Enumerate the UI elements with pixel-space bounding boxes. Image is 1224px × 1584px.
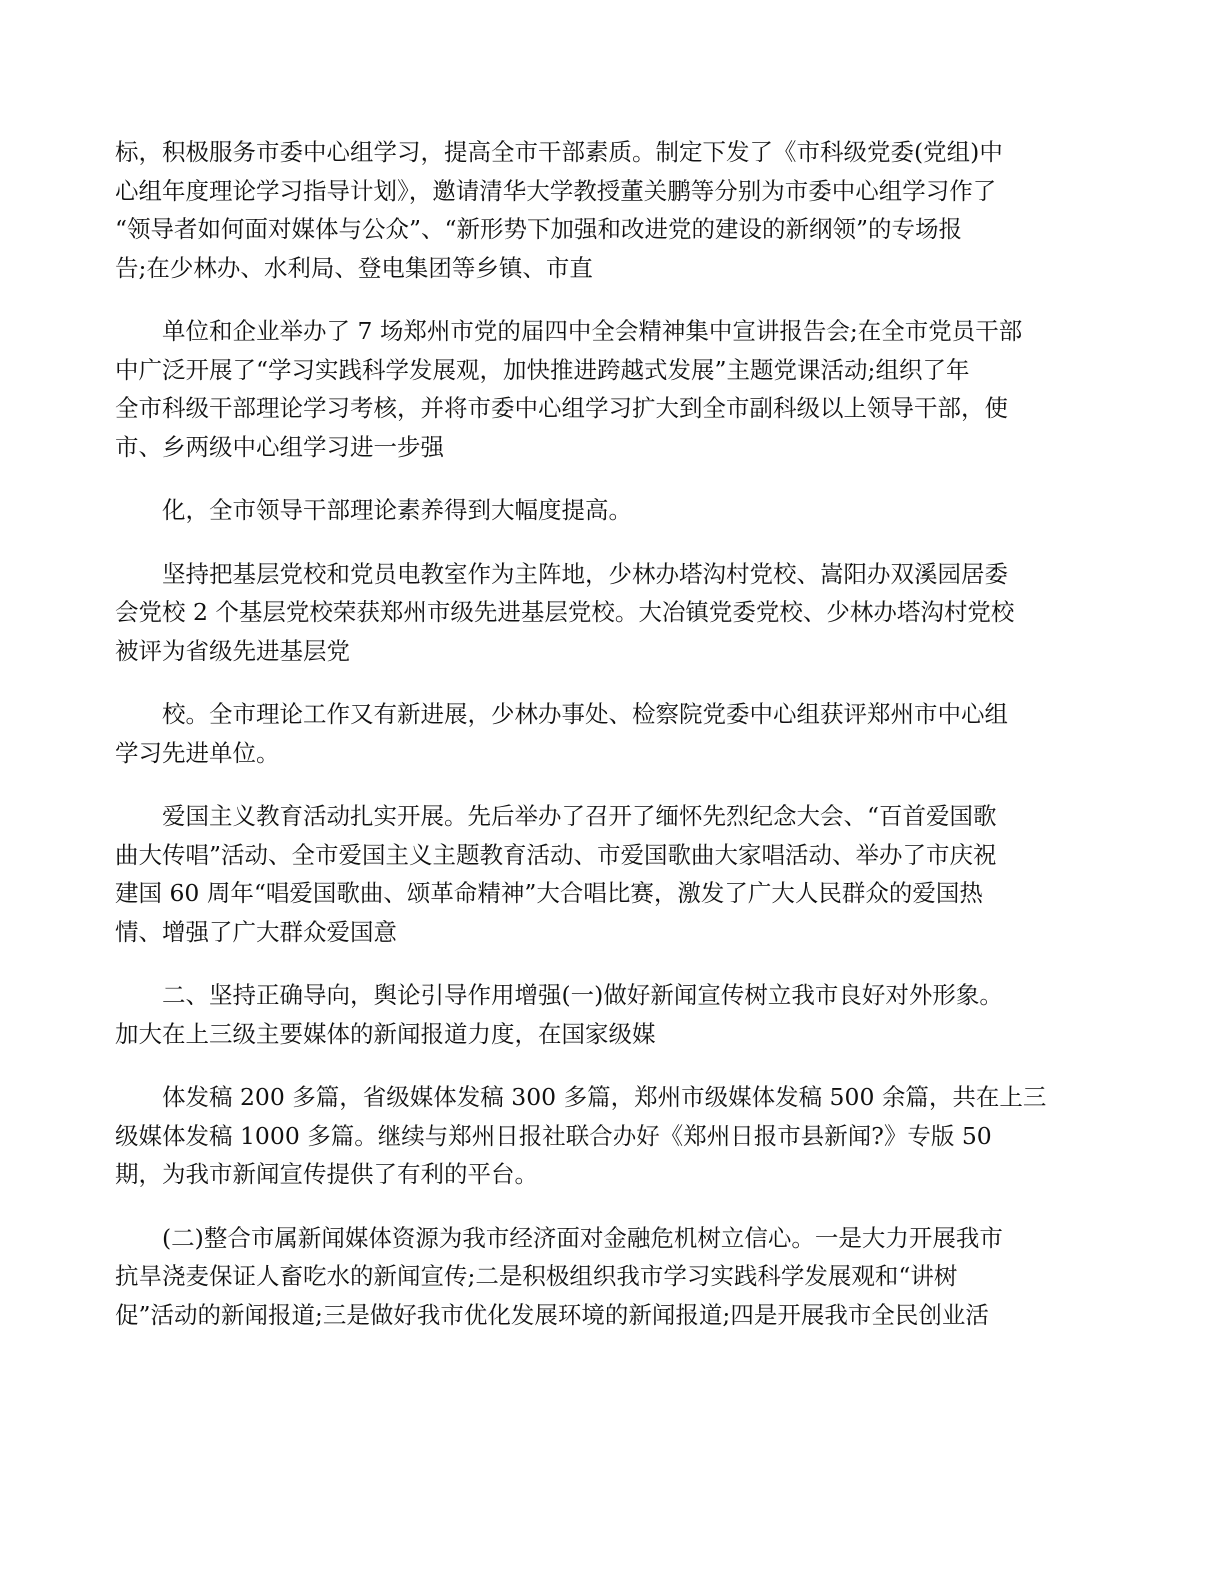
paragraph-5	[115, 695, 1105, 772]
paragraph-9	[115, 1219, 1105, 1335]
text-line: 心组年度理论学习指导计划》，邀请清华大学教授董关鹏等分别为市委中心组学习作了	[115, 176, 997, 205]
text-line: 市、乡两级中心组学习进一步强	[115, 432, 444, 461]
text-line: “领导者如何面对媒体与公众”、“新形势下加强和改进党的建设的新纲领”的专场报	[115, 215, 963, 243]
paragraph-2	[115, 312, 1105, 466]
text-line: 情、增强了广大群众爱国意	[115, 917, 397, 946]
text-line: 建国 60 周年“唱爱国歌曲、颂革命精神”大合唱比赛，激发了广大人民群众的爱国热	[115, 879, 983, 907]
text-line: 学习先进单位。	[115, 738, 280, 767]
text-line: 抗旱浇麦保证人畜吃水的新闻宣传;二是积极组织我市学习实践科学发展观和“讲树	[115, 1262, 958, 1290]
text-line: 级媒体发稿 1000 多篇。继续与郑州日报社联合办好《郑州日报市县新闻?》专版 50	[115, 1121, 992, 1150]
paragraph-8	[115, 1078, 1105, 1194]
text-line: 单位和企业举办了 7 场郑州市党的届四中全会精神集中宣讲报告会;在全市党员干部	[162, 317, 1023, 345]
text-line: 化，全市领导干部理论素养得到大幅度提高。	[162, 496, 632, 524]
text-line: 校。全市理论工作又有新进展，少林办事处、检察院党委中心组获评郑州市中心组	[162, 700, 1008, 728]
document-body	[115, 133, 1105, 1334]
paragraph-gap	[115, 287, 1105, 312]
paragraph-gap	[115, 951, 1105, 976]
paragraph-gap	[115, 466, 1105, 491]
text-line: 被评为省级先进基层党	[115, 636, 350, 665]
text-line: 全市科级干部理论学习考核，并将市委中心组学习扩大到全市副科级以上领导干部，使	[115, 394, 1008, 422]
text-line: 期，为我市新闻宣传提供了有利的平台。	[115, 1160, 538, 1188]
text-line: 中广泛开展了“学习实践科学发展观，加快推进跨越式发展”主题党课活动;组织了年	[115, 355, 970, 384]
text-line: 促”活动的新闻报道;三是做好我市优化发展环境的新闻报道;四是开展我市全民创业活	[115, 1300, 989, 1329]
paragraph-3	[115, 491, 1105, 530]
text-line: 标，积极服务市委中心组学习，提高全市干部素质。制定下发了《市科级党委(党组)中	[115, 138, 1003, 166]
text-line: 告;在少林办、水利局、登电集团等乡镇、市直	[115, 253, 593, 282]
paragraph-gap	[115, 1053, 1105, 1078]
text-line: (二)整合市属新闻媒体资源为我市经济面对金融危机树立信心。一是大力开展我市	[162, 1223, 1003, 1252]
paragraph-gap	[115, 530, 1105, 555]
paragraph-gap	[115, 772, 1105, 797]
paragraph-7	[115, 976, 1105, 1053]
text-line: 加大在上三级主要媒体的新闻报道力度，在国家级媒	[115, 1019, 656, 1048]
text-line: 会党校 2 个基层党校荣获郑州市级先进基层党校。大冶镇党委党校、少林办塔沟村党校	[115, 598, 1015, 626]
text-line: 二、坚持正确导向，舆论引导作用增强(一)做好新闻宣传树立我市良好对外形象。	[162, 981, 1003, 1009]
paragraph-4	[115, 555, 1105, 671]
text-line: 爱国主义教育活动扎实开展。先后举办了召开了缅怀先烈纪念大会、“百首爱国歌	[162, 802, 997, 830]
text-line: 坚持把基层党校和党员电教室作为主阵地，少林办塔沟村党校、嵩阳办双溪园居委	[162, 559, 1008, 588]
paragraph-gap	[115, 670, 1105, 695]
paragraph-1	[115, 133, 1105, 287]
paragraph-6	[115, 797, 1105, 951]
paragraph-gap	[115, 1194, 1105, 1219]
text-line: 体发稿 200 多篇，省级媒体发稿 300 多篇，郑州市级媒体发稿 500 余篇，共在上三	[162, 1083, 1047, 1111]
text-line: 曲大传唱”活动、全市爱国主义主题教育活动、市爱国歌曲大家唱活动、举办了市庆祝	[115, 840, 997, 869]
